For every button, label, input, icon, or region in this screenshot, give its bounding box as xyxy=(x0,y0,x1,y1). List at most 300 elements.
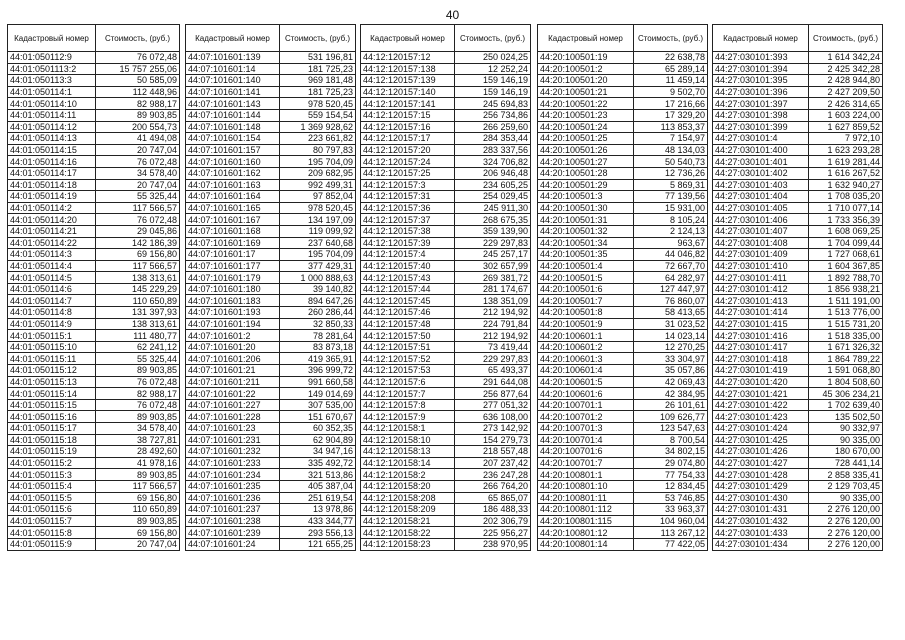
cost-cell: 2 276 120,00 xyxy=(809,538,883,550)
cost-cell: 218 557,48 xyxy=(455,446,531,458)
cost-cell: 42 069,43 xyxy=(634,376,708,388)
table-row xyxy=(713,98,883,110)
cost-cell: 77 754,33 xyxy=(634,469,708,481)
cost-cell: 225 956,27 xyxy=(455,527,531,539)
table-row xyxy=(713,423,883,435)
table-row xyxy=(8,295,180,307)
cost-cell: 83 873,18 xyxy=(280,341,356,353)
cadastral-number-cell: 44:20:100701:2 xyxy=(538,411,634,423)
table-row xyxy=(713,179,883,191)
table-row xyxy=(186,527,356,539)
cadastral-number-cell: 44:12:120157:3 xyxy=(361,179,455,191)
cost-cell: 34 578,40 xyxy=(96,167,180,179)
cadastral-number-cell: 44:01:050115:17 xyxy=(8,423,96,435)
cadastral-number-cell: 44:12:120157:39 xyxy=(361,237,455,249)
cost-cell: 39 140,82 xyxy=(280,283,356,295)
table-row xyxy=(8,399,180,411)
cost-cell: 223 661,82 xyxy=(280,133,356,145)
cost-cell: 33 304,97 xyxy=(634,353,708,365)
table-row xyxy=(538,167,708,179)
table-row xyxy=(186,225,356,237)
cost-cell: 80 797,83 xyxy=(280,144,356,156)
table-row xyxy=(361,179,531,191)
header-cost: Стоимость, (руб.) xyxy=(455,25,531,52)
cost-cell: 69 156,80 xyxy=(96,492,180,504)
table-row xyxy=(8,365,180,377)
cadastral-number-cell: 44:27:030101:4 xyxy=(713,133,809,145)
cost-cell: 76 072,48 xyxy=(96,214,180,226)
cost-cell: 13 978,86 xyxy=(280,504,356,516)
cadastral-number-cell: 44:07:101601:233 xyxy=(186,457,280,469)
cost-cell: 12 736,26 xyxy=(634,167,708,179)
table-row xyxy=(538,376,708,388)
table-row xyxy=(713,504,883,516)
cadastral-number-cell: 44:27:030101:425 xyxy=(713,434,809,446)
cadastral-number-cell: 44:27:030101:412 xyxy=(713,283,809,295)
cadastral-number-cell: 44:12:120158:2 xyxy=(361,469,455,481)
cost-cell: 123 547,63 xyxy=(634,423,708,435)
cadastral-number-cell: 44:20:100501:6 xyxy=(538,283,634,295)
cadastral-number-cell: 44:07:101601:160 xyxy=(186,156,280,168)
table-row xyxy=(361,469,531,481)
cost-cell: 8 105,24 xyxy=(634,214,708,226)
cadastral-number-cell: 44:07:101601:164 xyxy=(186,191,280,203)
cadastral-number-cell: 44:20:100501:21 xyxy=(538,86,634,98)
cadastral-number-cell: 44:27:030101:408 xyxy=(713,237,809,249)
cost-cell: 89 903,85 xyxy=(96,411,180,423)
cadastral-number-cell: 44:27:030101:405 xyxy=(713,202,809,214)
table-row xyxy=(186,446,356,458)
table-row xyxy=(713,353,883,365)
table-row xyxy=(361,446,531,458)
table-row xyxy=(538,156,708,168)
cost-cell: 2 427 209,50 xyxy=(809,86,883,98)
cost-cell: 1 704 099,44 xyxy=(809,237,883,249)
cost-cell: 1 733 356,39 xyxy=(809,214,883,226)
table-row xyxy=(538,469,708,481)
cost-cell: 73 419,44 xyxy=(455,341,531,353)
cadastral-number-cell: 44:01:050114:2 xyxy=(8,202,96,214)
cadastral-number-cell: 44:01:050114:9 xyxy=(8,318,96,330)
cadastral-number-cell: 44:12:120157:15 xyxy=(361,109,455,121)
table-row xyxy=(713,249,883,261)
cost-cell: 44 046,82 xyxy=(634,249,708,261)
table-row xyxy=(186,249,356,261)
header-cost: Стоимость, (руб.) xyxy=(634,25,708,52)
cadastral-number-cell: 44:01:050114:20 xyxy=(8,214,96,226)
cost-cell: 1 671 326,32 xyxy=(809,341,883,353)
cost-cell: 728 441,14 xyxy=(809,457,883,469)
table-row xyxy=(8,167,180,179)
table-row xyxy=(8,434,180,446)
cadastral-number-cell: 44:20:100501:23 xyxy=(538,109,634,121)
table-row xyxy=(361,191,531,203)
cost-cell: 26 101,61 xyxy=(634,399,708,411)
cost-cell: 89 903,85 xyxy=(96,515,180,527)
cost-cell: 894 647,26 xyxy=(280,295,356,307)
cadastral-number-cell: 44:20:100501:25 xyxy=(538,133,634,145)
cadastral-number-cell: 44:07:101601:163 xyxy=(186,179,280,191)
table-row xyxy=(186,202,356,214)
cost-cell: 335 492,72 xyxy=(280,457,356,469)
table-row xyxy=(8,423,180,435)
cost-cell: 636 108,00 xyxy=(455,411,531,423)
cadastral-number-cell: 44:12:120157:43 xyxy=(361,272,455,284)
table-row xyxy=(713,191,883,203)
cadastral-number-cell: 44:12:120158:23 xyxy=(361,538,455,550)
table-row xyxy=(361,330,531,342)
table-row xyxy=(8,144,180,156)
cost-cell: 245 911,30 xyxy=(455,202,531,214)
table-row xyxy=(713,63,883,75)
cadastral-number-cell: 44:27:030101:430 xyxy=(713,492,809,504)
table-row xyxy=(186,179,356,191)
table-row xyxy=(713,527,883,539)
table-row xyxy=(361,423,531,435)
table-row xyxy=(538,527,708,539)
header-cost: Стоимость, (руб.) xyxy=(96,25,180,52)
cadastral-number-cell: 44:12:120158:13 xyxy=(361,446,455,458)
cost-cell: 281 174,67 xyxy=(455,283,531,295)
cadastral-number-cell: 44:20:100501:2 xyxy=(538,63,634,75)
table-row xyxy=(713,480,883,492)
cadastral-number-cell: 44:12:120158:20 xyxy=(361,480,455,492)
cost-cell: 234 605,25 xyxy=(455,179,531,191)
cadastral-number-cell: 44:12:120157:48 xyxy=(361,318,455,330)
cadastral-number-cell: 44:27:030101:407 xyxy=(713,225,809,237)
cadastral-number-cell: 44:01:050115:8 xyxy=(8,527,96,539)
cadastral-number-cell: 44:20:100801:112 xyxy=(538,504,634,516)
table-row xyxy=(186,144,356,156)
cost-cell: 145 229,29 xyxy=(96,283,180,295)
cadastral-number-cell: 44:12:120157:52 xyxy=(361,353,455,365)
cadastral-number-cell: 44:20:100501:9 xyxy=(538,318,634,330)
cadastral-number-cell: 44:07:101601:235 xyxy=(186,480,280,492)
cadastral-number-cell: 44:01:050114:16 xyxy=(8,156,96,168)
cost-cell: 559 154,54 xyxy=(280,109,356,121)
cost-cell: 268 675,35 xyxy=(455,214,531,226)
cost-cell: 33 963,37 xyxy=(634,504,708,516)
cadastral-number-cell: 44:27:030101:399 xyxy=(713,121,809,133)
cadastral-number-cell: 44:01:050115:13 xyxy=(8,376,96,388)
cost-cell: 321 513,86 xyxy=(280,469,356,481)
cadastral-number-cell: 44:20:100801:1 xyxy=(538,469,634,481)
cadastral-number-cell: 44:27:030101:411 xyxy=(713,272,809,284)
cost-cell: 260 286,44 xyxy=(280,307,356,319)
table-row xyxy=(8,318,180,330)
table-row xyxy=(538,353,708,365)
table-row xyxy=(713,469,883,481)
cost-cell: 72 667,70 xyxy=(634,260,708,272)
cost-cell: 978 520,45 xyxy=(280,98,356,110)
cadastral-number-cell: 44:07:101601:180 xyxy=(186,283,280,295)
cadastral-number-cell: 44:12:120158:21 xyxy=(361,515,455,527)
cadastral-number-cell: 44:12:120157:44 xyxy=(361,283,455,295)
cadastral-number-cell: 44:27:030101:394 xyxy=(713,63,809,75)
cadastral-number-cell: 44:20:100501:5 xyxy=(538,272,634,284)
cost-cell: 76 072,48 xyxy=(96,399,180,411)
table-row xyxy=(538,121,708,133)
table-row xyxy=(186,411,356,423)
table-row xyxy=(713,214,883,226)
cadastral-number-cell: 44:01:050115:11 xyxy=(8,353,96,365)
cadastral-number-cell: 44:27:030101:416 xyxy=(713,330,809,342)
cost-cell: 2 276 120,00 xyxy=(809,504,883,516)
table-row xyxy=(186,52,356,64)
cost-cell: 180 670,00 xyxy=(809,446,883,458)
table-row xyxy=(361,133,531,145)
cadastral-number-cell: 44:27:030101:398 xyxy=(713,109,809,121)
table-row xyxy=(361,504,531,516)
cadastral-number-cell: 44:01:050115:12 xyxy=(8,365,96,377)
cost-cell: 181 725,23 xyxy=(280,86,356,98)
cost-cell: 2 276 120,00 xyxy=(809,515,883,527)
cadastral-number-cell: 44:27:030101:406 xyxy=(713,214,809,226)
cost-cell: 1 632 940,27 xyxy=(809,179,883,191)
cadastral-table-5 xyxy=(712,24,883,551)
table-row xyxy=(361,376,531,388)
table-row xyxy=(713,156,883,168)
cadastral-number-cell: 44:12:120157:50 xyxy=(361,330,455,342)
cadastral-number-cell: 44:27:030101:414 xyxy=(713,307,809,319)
cost-cell: 1 369 928,62 xyxy=(280,121,356,133)
cost-cell: 1 708 035,20 xyxy=(809,191,883,203)
table-row xyxy=(713,538,883,550)
cadastral-number-cell: 44:12:120157:16 xyxy=(361,121,455,133)
cadastral-number-cell: 44:27:030101:401 xyxy=(713,156,809,168)
cost-cell: 29 074,80 xyxy=(634,457,708,469)
cadastral-number-cell: 44:07:101601:24 xyxy=(186,538,280,550)
cadastral-number-cell: 44:07:101601:20 xyxy=(186,341,280,353)
table-row xyxy=(186,469,356,481)
table-row xyxy=(8,156,180,168)
cost-cell: 433 344,77 xyxy=(280,515,356,527)
table-row xyxy=(713,121,883,133)
cadastral-number-cell: 44:27:030101:429 xyxy=(713,480,809,492)
cost-cell: 963,67 xyxy=(634,237,708,249)
cost-cell: 121 655,25 xyxy=(280,538,356,550)
cost-cell: 34 802,15 xyxy=(634,446,708,458)
cost-cell: 236 247,28 xyxy=(455,469,531,481)
table-row xyxy=(361,318,531,330)
table-row xyxy=(8,457,180,469)
table-row xyxy=(361,457,531,469)
cost-cell: 50 585,09 xyxy=(96,75,180,87)
cadastral-number-cell: 44:20:100501:4 xyxy=(538,260,634,272)
table-row xyxy=(361,307,531,319)
cost-cell: 22 638,78 xyxy=(634,52,708,64)
table-row xyxy=(361,52,531,64)
cadastral-number-cell: 44:07:101601:211 xyxy=(186,376,280,388)
cadastral-number-cell: 44:12:120157:138 xyxy=(361,63,455,75)
table-row xyxy=(8,121,180,133)
cadastral-number-cell: 44:27:030101:434 xyxy=(713,538,809,550)
cost-cell: 142 186,39 xyxy=(96,237,180,249)
table-row xyxy=(361,202,531,214)
table-row xyxy=(361,109,531,121)
table-row xyxy=(8,98,180,110)
cost-cell: 62 904,89 xyxy=(280,434,356,446)
cost-cell: 76 072,48 xyxy=(96,52,180,64)
table-row xyxy=(361,527,531,539)
cost-cell: 7 972,10 xyxy=(809,133,883,145)
table-row xyxy=(361,365,531,377)
cost-cell: 11 459,14 xyxy=(634,75,708,87)
cadastral-number-cell: 44:01:050114:4 xyxy=(8,260,96,272)
cost-cell: 1 727 068,61 xyxy=(809,249,883,261)
cost-cell: 1 511 191,00 xyxy=(809,295,883,307)
cost-cell: 324 706,82 xyxy=(455,156,531,168)
cadastral-number-cell: 44:07:101601:179 xyxy=(186,272,280,284)
cadastral-number-cell: 44:07:101601:234 xyxy=(186,469,280,481)
cadastral-number-cell: 44:27:030101:421 xyxy=(713,388,809,400)
cadastral-number-cell: 44:01:050114:12 xyxy=(8,121,96,133)
table-row xyxy=(538,480,708,492)
cadastral-number-cell: 44:27:030101:422 xyxy=(713,399,809,411)
table-row xyxy=(713,75,883,87)
table-row xyxy=(186,434,356,446)
table-row xyxy=(538,411,708,423)
table-row xyxy=(713,52,883,64)
cost-cell: 1 856 938,21 xyxy=(809,283,883,295)
cost-cell: 69 156,80 xyxy=(96,527,180,539)
cost-cell: 117 566,57 xyxy=(96,202,180,214)
cost-cell: 1 804 508,60 xyxy=(809,376,883,388)
table-row xyxy=(361,156,531,168)
table-row xyxy=(186,133,356,145)
cost-cell: 28 492,60 xyxy=(96,446,180,458)
table-row xyxy=(8,504,180,516)
table-row xyxy=(186,353,356,365)
cost-cell: 2 426 314,65 xyxy=(809,98,883,110)
cadastral-number-cell: 44:12:120157:6 xyxy=(361,376,455,388)
cadastral-number-cell: 44:12:120157:4 xyxy=(361,249,455,261)
cadastral-number-cell: 44:01:050115:19 xyxy=(8,446,96,458)
table-row xyxy=(186,237,356,249)
cost-cell: 273 142,92 xyxy=(455,423,531,435)
table-row xyxy=(361,480,531,492)
cost-cell: 202 306,79 xyxy=(455,515,531,527)
cost-cell: 77 422,05 xyxy=(634,538,708,550)
cost-cell: 2 858 335,41 xyxy=(809,469,883,481)
header-cadastral-number: Кадастровый номер xyxy=(538,25,634,52)
cadastral-number-cell: 44:27:030101:423 xyxy=(713,411,809,423)
cost-cell: 76 072,48 xyxy=(96,156,180,168)
table-row xyxy=(538,538,708,550)
table-row xyxy=(538,307,708,319)
cadastral-number-cell: 44:01:050114:7 xyxy=(8,295,96,307)
cost-cell: 1 623 293,28 xyxy=(809,144,883,156)
table-row xyxy=(361,272,531,284)
table-row xyxy=(186,156,356,168)
cadastral-number-cell: 44:07:101601:194 xyxy=(186,318,280,330)
table-row xyxy=(8,411,180,423)
table-row xyxy=(538,249,708,261)
cost-cell: 1 614 342,24 xyxy=(809,52,883,64)
cadastral-number-cell: 44:20:100501:8 xyxy=(538,307,634,319)
cadastral-number-cell: 44:07:101601:144 xyxy=(186,109,280,121)
cost-cell: 251 619,54 xyxy=(280,492,356,504)
table-row xyxy=(186,272,356,284)
table-row xyxy=(538,365,708,377)
cost-cell: 60 352,35 xyxy=(280,423,356,435)
cadastral-number-cell: 44:12:120157:40 xyxy=(361,260,455,272)
table-row xyxy=(538,318,708,330)
cost-cell: 53 746,85 xyxy=(634,492,708,504)
cost-cell: 266 764,20 xyxy=(455,480,531,492)
cost-cell: 1 513 776,00 xyxy=(809,307,883,319)
cost-cell: 117 566,57 xyxy=(96,260,180,272)
table-row xyxy=(361,341,531,353)
cadastral-number-cell: 44:20:100601:2 xyxy=(538,341,634,353)
cost-cell: 1 702 639,40 xyxy=(809,399,883,411)
cost-cell: 112 448,96 xyxy=(96,86,180,98)
cost-cell: 32 850,33 xyxy=(280,318,356,330)
cadastral-number-cell: 44:01:050114:6 xyxy=(8,283,96,295)
table-row xyxy=(8,225,180,237)
cost-cell: 1 608 069,25 xyxy=(809,225,883,237)
cadastral-number-cell: 44:12:120157:17 xyxy=(361,133,455,145)
cost-cell: 113 267,12 xyxy=(634,527,708,539)
cost-cell: 9 502,70 xyxy=(634,86,708,98)
cadastral-number-cell: 44:27:030101:400 xyxy=(713,144,809,156)
cadastral-number-cell: 44:20:100801:12 xyxy=(538,527,634,539)
cadastral-number-cell: 44:20:100701:1 xyxy=(538,399,634,411)
cost-cell: 1 518 335,00 xyxy=(809,330,883,342)
table-row xyxy=(186,86,356,98)
table-row xyxy=(361,538,531,550)
table-row xyxy=(538,237,708,249)
cadastral-number-cell: 44:01:050115:5 xyxy=(8,492,96,504)
cost-cell: 207 237,42 xyxy=(455,457,531,469)
cost-cell: 531 196,81 xyxy=(280,52,356,64)
table-row xyxy=(186,75,356,87)
cost-cell: 2 124,13 xyxy=(634,225,708,237)
table-row xyxy=(186,330,356,342)
cadastral-number-cell: 44:12:120157:20 xyxy=(361,144,455,156)
cost-cell: 224 791,84 xyxy=(455,318,531,330)
cadastral-number-cell: 44:07:101601:154 xyxy=(186,133,280,145)
table-row xyxy=(538,191,708,203)
table-row xyxy=(538,214,708,226)
table-row xyxy=(538,202,708,214)
table-row xyxy=(538,133,708,145)
cadastral-number-cell: 44:12:120158:208 xyxy=(361,492,455,504)
cadastral-number-cell: 44:20:100701:7 xyxy=(538,457,634,469)
cadastral-number-cell: 44:01:050114:1 xyxy=(8,86,96,98)
cost-cell: 14 023,14 xyxy=(634,330,708,342)
cadastral-number-cell: 44:01:050112:9 xyxy=(8,52,96,64)
cadastral-number-cell: 44:07:101601:21 xyxy=(186,365,280,377)
cost-cell: 238 970,95 xyxy=(455,538,531,550)
cost-cell: 50 540,73 xyxy=(634,156,708,168)
cadastral-number-cell: 44:07:101601:148 xyxy=(186,121,280,133)
table-row xyxy=(361,434,531,446)
cost-cell: 277 051,32 xyxy=(455,399,531,411)
cost-cell: 159 146,19 xyxy=(455,75,531,87)
cost-cell: 195 704,09 xyxy=(280,156,356,168)
cadastral-number-cell: 44:12:120157:7 xyxy=(361,388,455,400)
table-row xyxy=(186,191,356,203)
cadastral-number-cell: 44:07:101601:237 xyxy=(186,504,280,516)
cadastral-number-cell: 44:01:050114:22 xyxy=(8,237,96,249)
table-row xyxy=(713,330,883,342)
cost-cell: 1 604 367,85 xyxy=(809,260,883,272)
table-row xyxy=(361,388,531,400)
table-row xyxy=(186,214,356,226)
cost-cell: 5 869,31 xyxy=(634,179,708,191)
cost-cell: 419 365,91 xyxy=(280,353,356,365)
